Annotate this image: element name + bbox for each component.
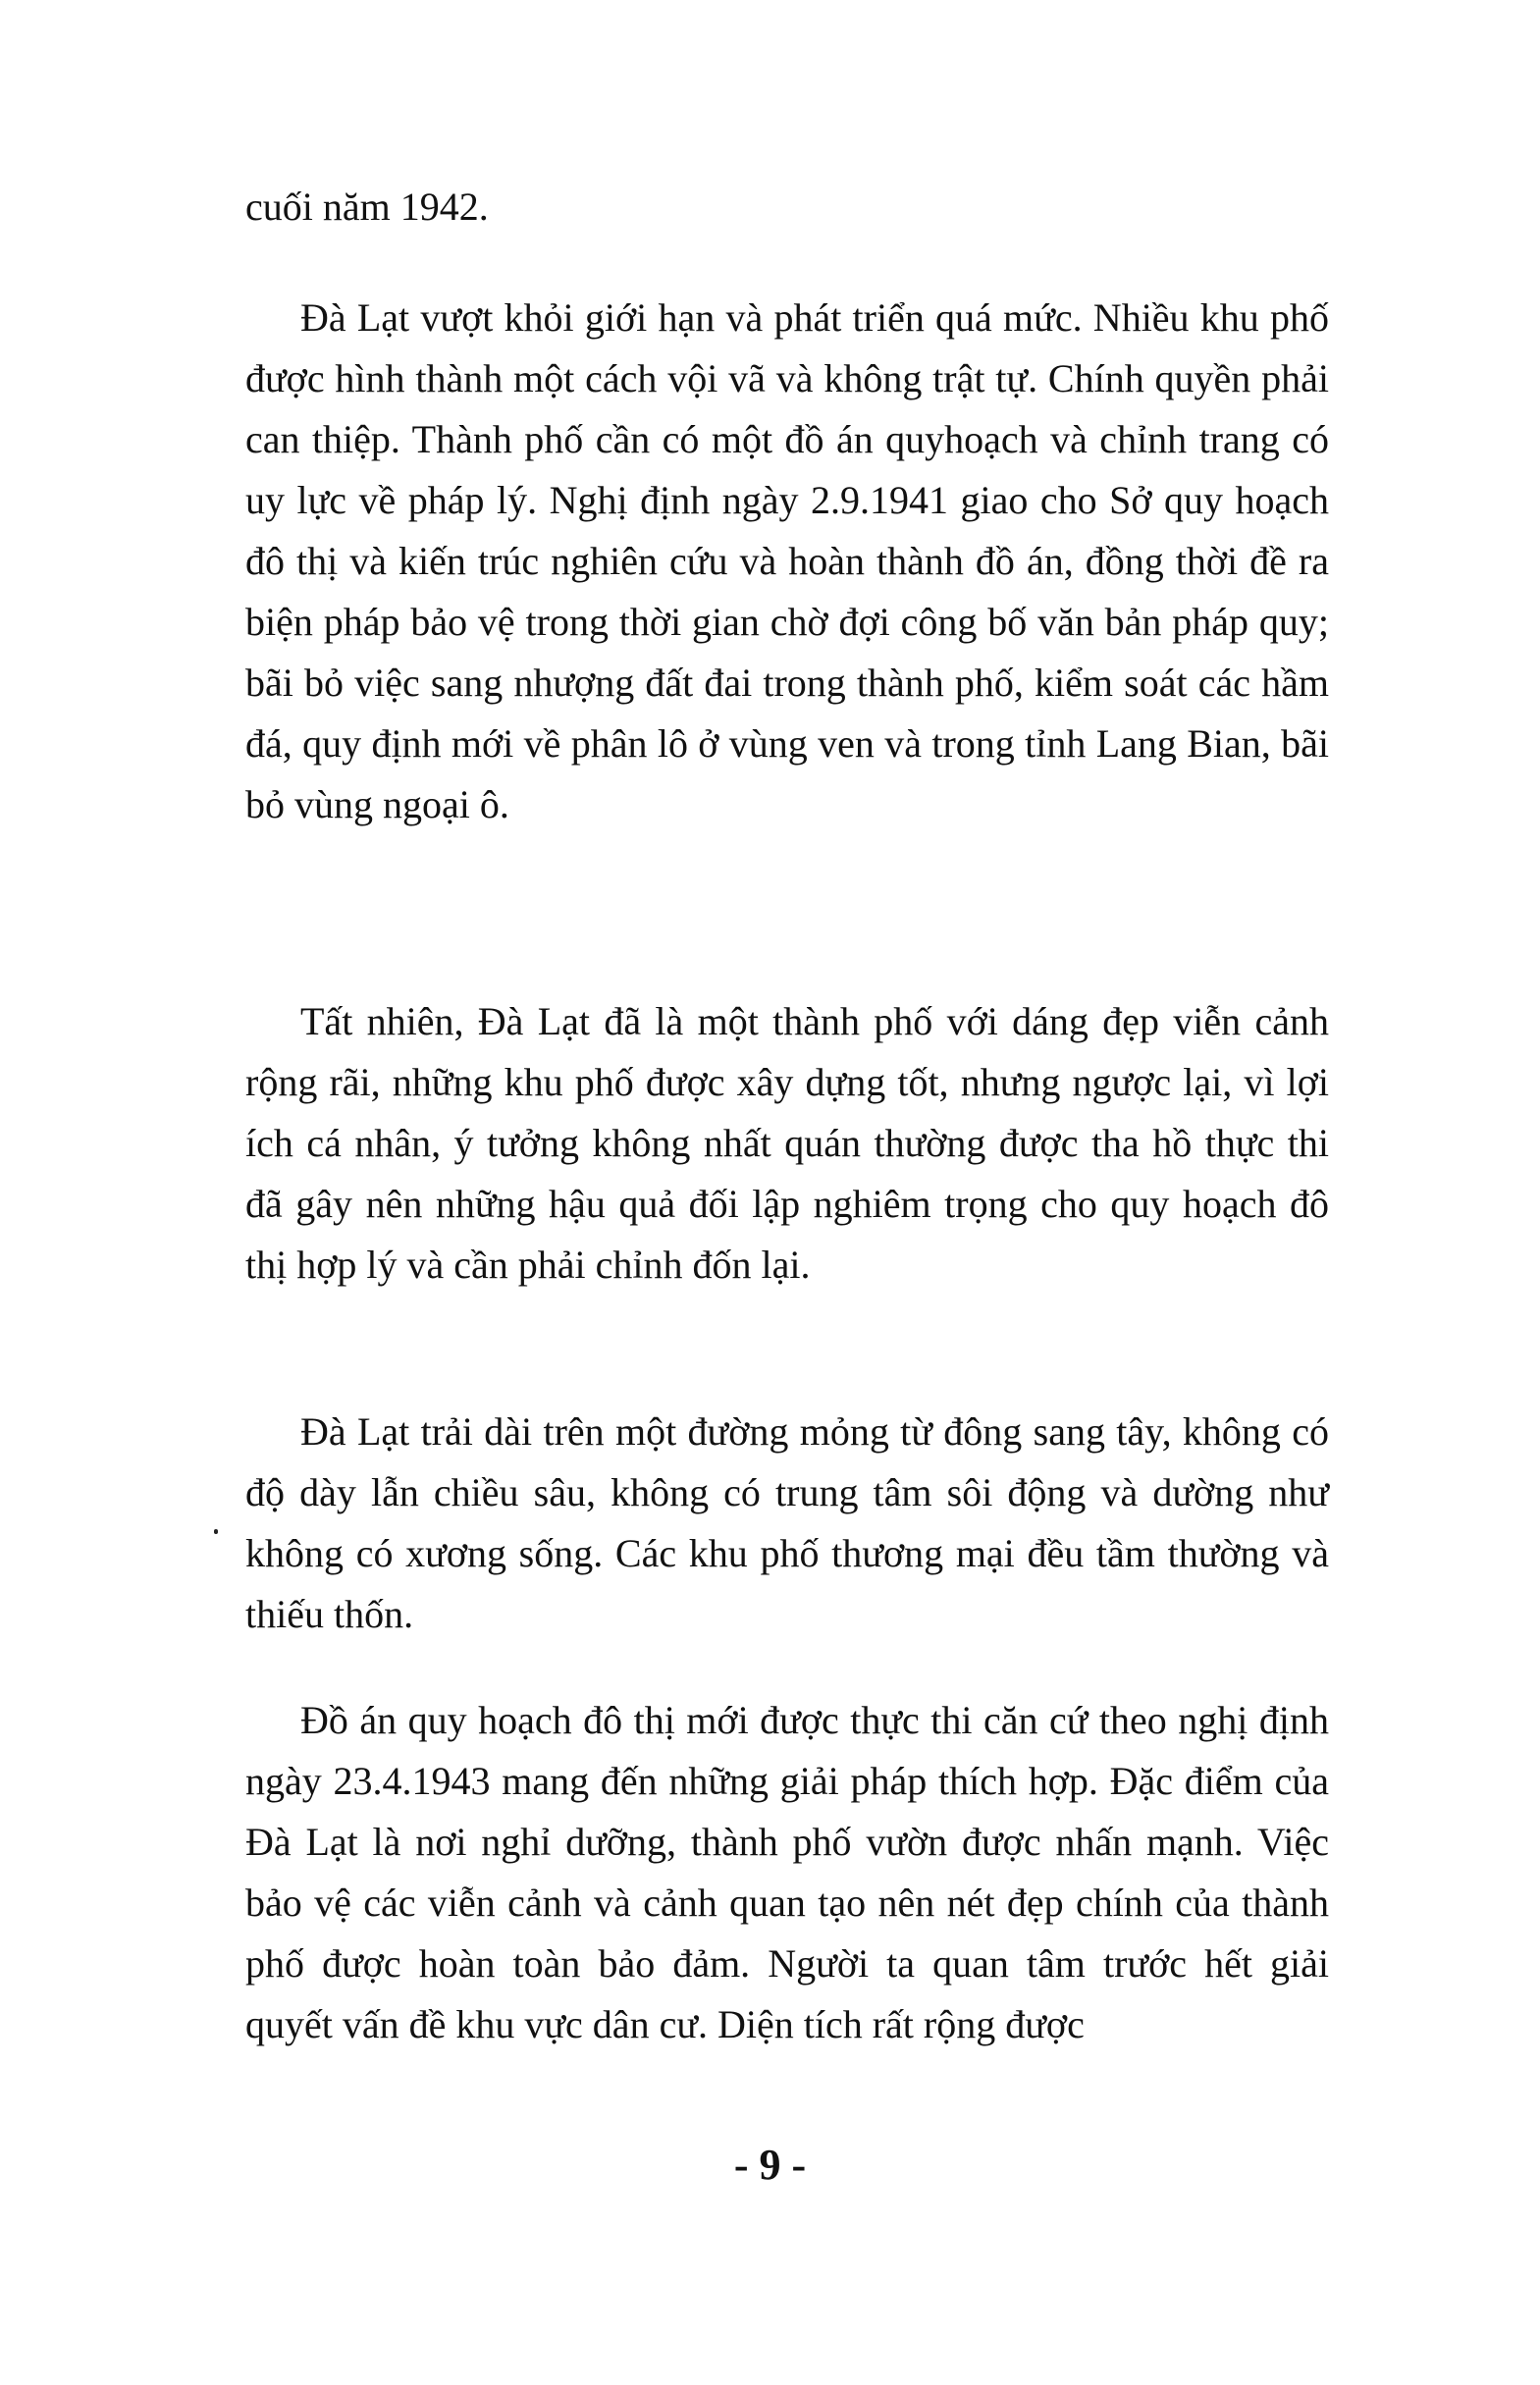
paragraph-urban-expansion: Đà Lạt vượt khỏi giới hạn và phát triển quá mức. Nhiều khu phố được hình thành một cách vội vã và không trật tự. Chính quyền phải can thiệp. Thành phố cần có một đồ án quyhoạch và chỉnh trang có uy lực về pháp lý. Nghị định ngày 2.9.1941 giao cho Sở quy hoạch đô thị và kiến trúc nghiên cứu và hoàn thành đồ án, đồng thời đề ra biện pháp bảo vệ trong thời gian chờ đợi công bố văn bản pháp quy; bãi bỏ việc sang nhượng đất đai trong thành phố, kiểm soát các hầm đá, quy định mới về phân lô ở vùng ven và trong tỉnh Lang Bian, bãi bỏ vùng ngoại ô. (245, 295, 1329, 826)
paragraph-new-plan: Đồ án quy hoạch đô thị mới được thực thi căn cứ theo nghị định ngày 23.4.1943 mang đến những giải pháp thích hợp. Đặc điểm của Đà Lạt là nơi nghỉ dưỡng, thành phố vườn được nhấn mạnh. Việc bảo vệ các viễn cảnh và cảnh quan tạo nên nét đẹp chính của thành phố được hoàn toàn bảo đảm. Người ta quan tâm trước hết giải quyết vấn đề khu vực dân cư. Diện tích rất rộng được (245, 1698, 1329, 2046)
page-number: - 9 - (733, 2141, 807, 2189)
paragraph-city-shape: Đà Lạt trải dài trên một đường mỏng từ đông sang tây, không có độ dày lẫn chiều sâu, không có trung tâm sôi động và dường như không có xương sống. Các khu phố thương mại đều tầm thường và thiếu thốn. (245, 1409, 1329, 1636)
paragraph-continuation: cuối năm 1942. (245, 185, 489, 229)
ink-speck (214, 1529, 218, 1534)
paragraph-city-beauty: Tất nhiên, Đà Lạt đã là một thành phố với dáng đẹp viễn cảnh rộng rãi, những khu phố được xây dựng tốt, nhưng ngược lại, vì lợi ích cá nhân, ý tưởng không nhất quán thường được tha hồ thực thi đã gây nên những hậu quả đối lập nghiêm trọng cho quy hoạch đô thị hợp lý và cần phải chỉnh đốn lại. (245, 999, 1329, 1287)
